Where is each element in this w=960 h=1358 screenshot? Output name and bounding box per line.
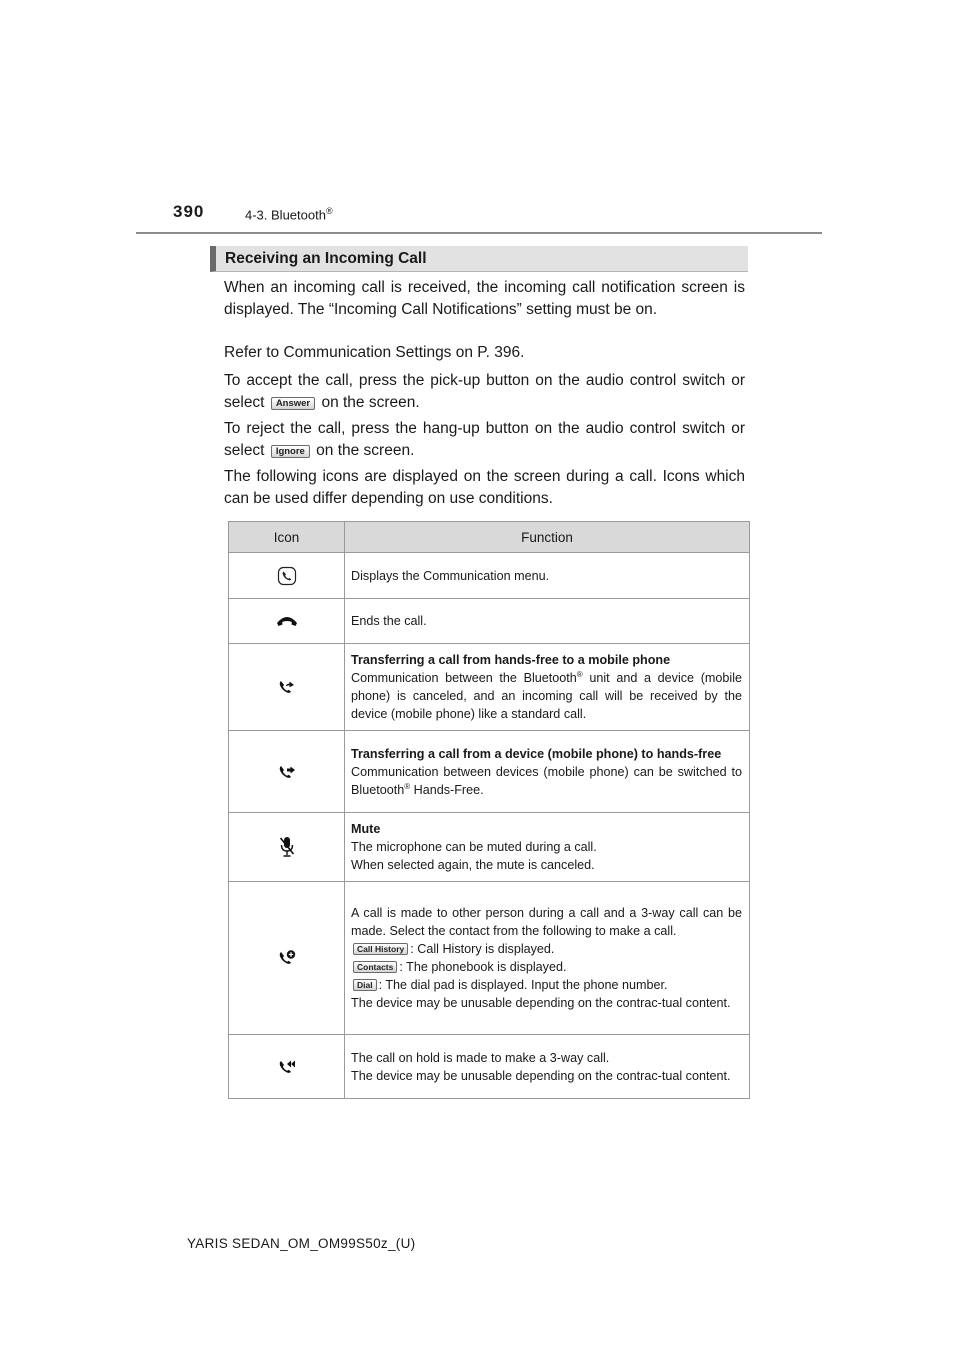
option-row xyxy=(351,976,742,994)
function-text: Displays the Communication menu. xyxy=(345,553,750,599)
table-row xyxy=(229,1035,750,1099)
function-text-cont: Hands-Free. xyxy=(413,782,484,797)
accept-text: To accept the call, press the pick-up button on the audio control switch or select xyxy=(224,372,745,411)
chapter-label: 4-3. Bluetooth xyxy=(245,207,326,223)
option-row xyxy=(351,958,742,976)
function-text: Ends the call. xyxy=(345,599,750,644)
mute-icon xyxy=(279,836,295,858)
function-text: The microphone can be muted during a call. xyxy=(351,840,597,854)
option-text: : The phonebook is displayed. xyxy=(399,960,567,974)
end-call-icon xyxy=(275,614,299,628)
function-text-cont: unit and a device (mobile phone) is canceled, and an incoming call will be received by the device (mobile phone) like a standard call. xyxy=(351,671,742,721)
paragraph-reject xyxy=(224,418,745,461)
column-header-icon: Icon xyxy=(229,522,345,553)
table-header-row xyxy=(229,522,750,553)
option-text: : The dial pad is displayed. Input the phone number. xyxy=(378,978,668,992)
merge-call-icon xyxy=(277,1057,297,1077)
paragraph-incoming-call: When an incoming call is received, the incoming call notification screen is displayed. The “Incoming Call Notifications” setting must be on. xyxy=(224,279,745,318)
option-text: : Call History is displayed. xyxy=(410,942,555,956)
paragraph-accept xyxy=(224,370,745,413)
table-row xyxy=(229,813,750,882)
header-rule xyxy=(136,232,822,234)
table-row xyxy=(229,882,750,1035)
function-text: When selected again, the mute is canceled. xyxy=(351,858,595,872)
registered-mark: ® xyxy=(325,206,333,216)
option-row xyxy=(351,940,742,958)
footer-model-code: YARIS SEDAN_OM_OM99S50z_(U) xyxy=(187,1236,416,1251)
function-text: A call is made to other person during a call and a 3-way call can be made. Select the contact from the following to make a call. xyxy=(351,906,742,938)
reject-text-end: on the screen. xyxy=(316,441,415,459)
table-row xyxy=(229,599,750,644)
transfer-to-phone-icon xyxy=(277,677,297,697)
function-text: The call on hold is made to make a 3-way call. xyxy=(351,1050,610,1065)
accept-text-end: on the screen. xyxy=(321,393,420,411)
paragraph-icons-intro: The following icons are displayed on the screen during a call. Icons which can be used differ depending on use conditions. xyxy=(224,468,745,507)
function-title: Transferring a call from a device (mobile phone) to hands-free xyxy=(351,746,722,761)
function-note: The device may be unusable depending on the contrac-tual content. xyxy=(351,1068,731,1083)
reject-text: To reject the call, press the hang-up button on the audio control switch or select xyxy=(224,420,745,459)
contacts-button: Contacts xyxy=(353,961,397,973)
dial-button: Dial xyxy=(353,979,377,991)
registered-mark: ® xyxy=(576,669,583,679)
table-row xyxy=(229,731,750,813)
function-title: Transferring a call from hands-free to a mobile phone xyxy=(351,653,671,667)
table-row xyxy=(229,553,750,599)
function-title: Mute xyxy=(351,822,381,836)
section-heading: Receiving an Incoming Call xyxy=(210,246,748,272)
answer-button: Answer xyxy=(271,397,315,410)
transfer-to-handsfree-icon xyxy=(277,762,297,782)
add-call-icon xyxy=(277,948,297,968)
ignore-button: Ignore xyxy=(271,445,310,458)
page-number: 390 xyxy=(173,202,205,221)
function-text: Communication between the Bluetooth xyxy=(351,671,577,685)
function-text: Communication between devices (mobile phone) can be switched to Bluetooth xyxy=(351,764,742,797)
call-history-button: Call History xyxy=(353,943,408,955)
paragraph-reference: Refer to Communication Settings on P. 396. xyxy=(224,344,525,361)
chapter-title xyxy=(245,206,333,222)
table-row xyxy=(229,644,750,731)
registered-mark: ® xyxy=(404,781,411,791)
icon-function-table xyxy=(228,521,750,1099)
column-header-function: Function xyxy=(345,522,750,553)
function-note: The device may be unusable depending on the contrac-tual content. xyxy=(351,996,731,1010)
communication-menu-icon xyxy=(277,566,297,586)
